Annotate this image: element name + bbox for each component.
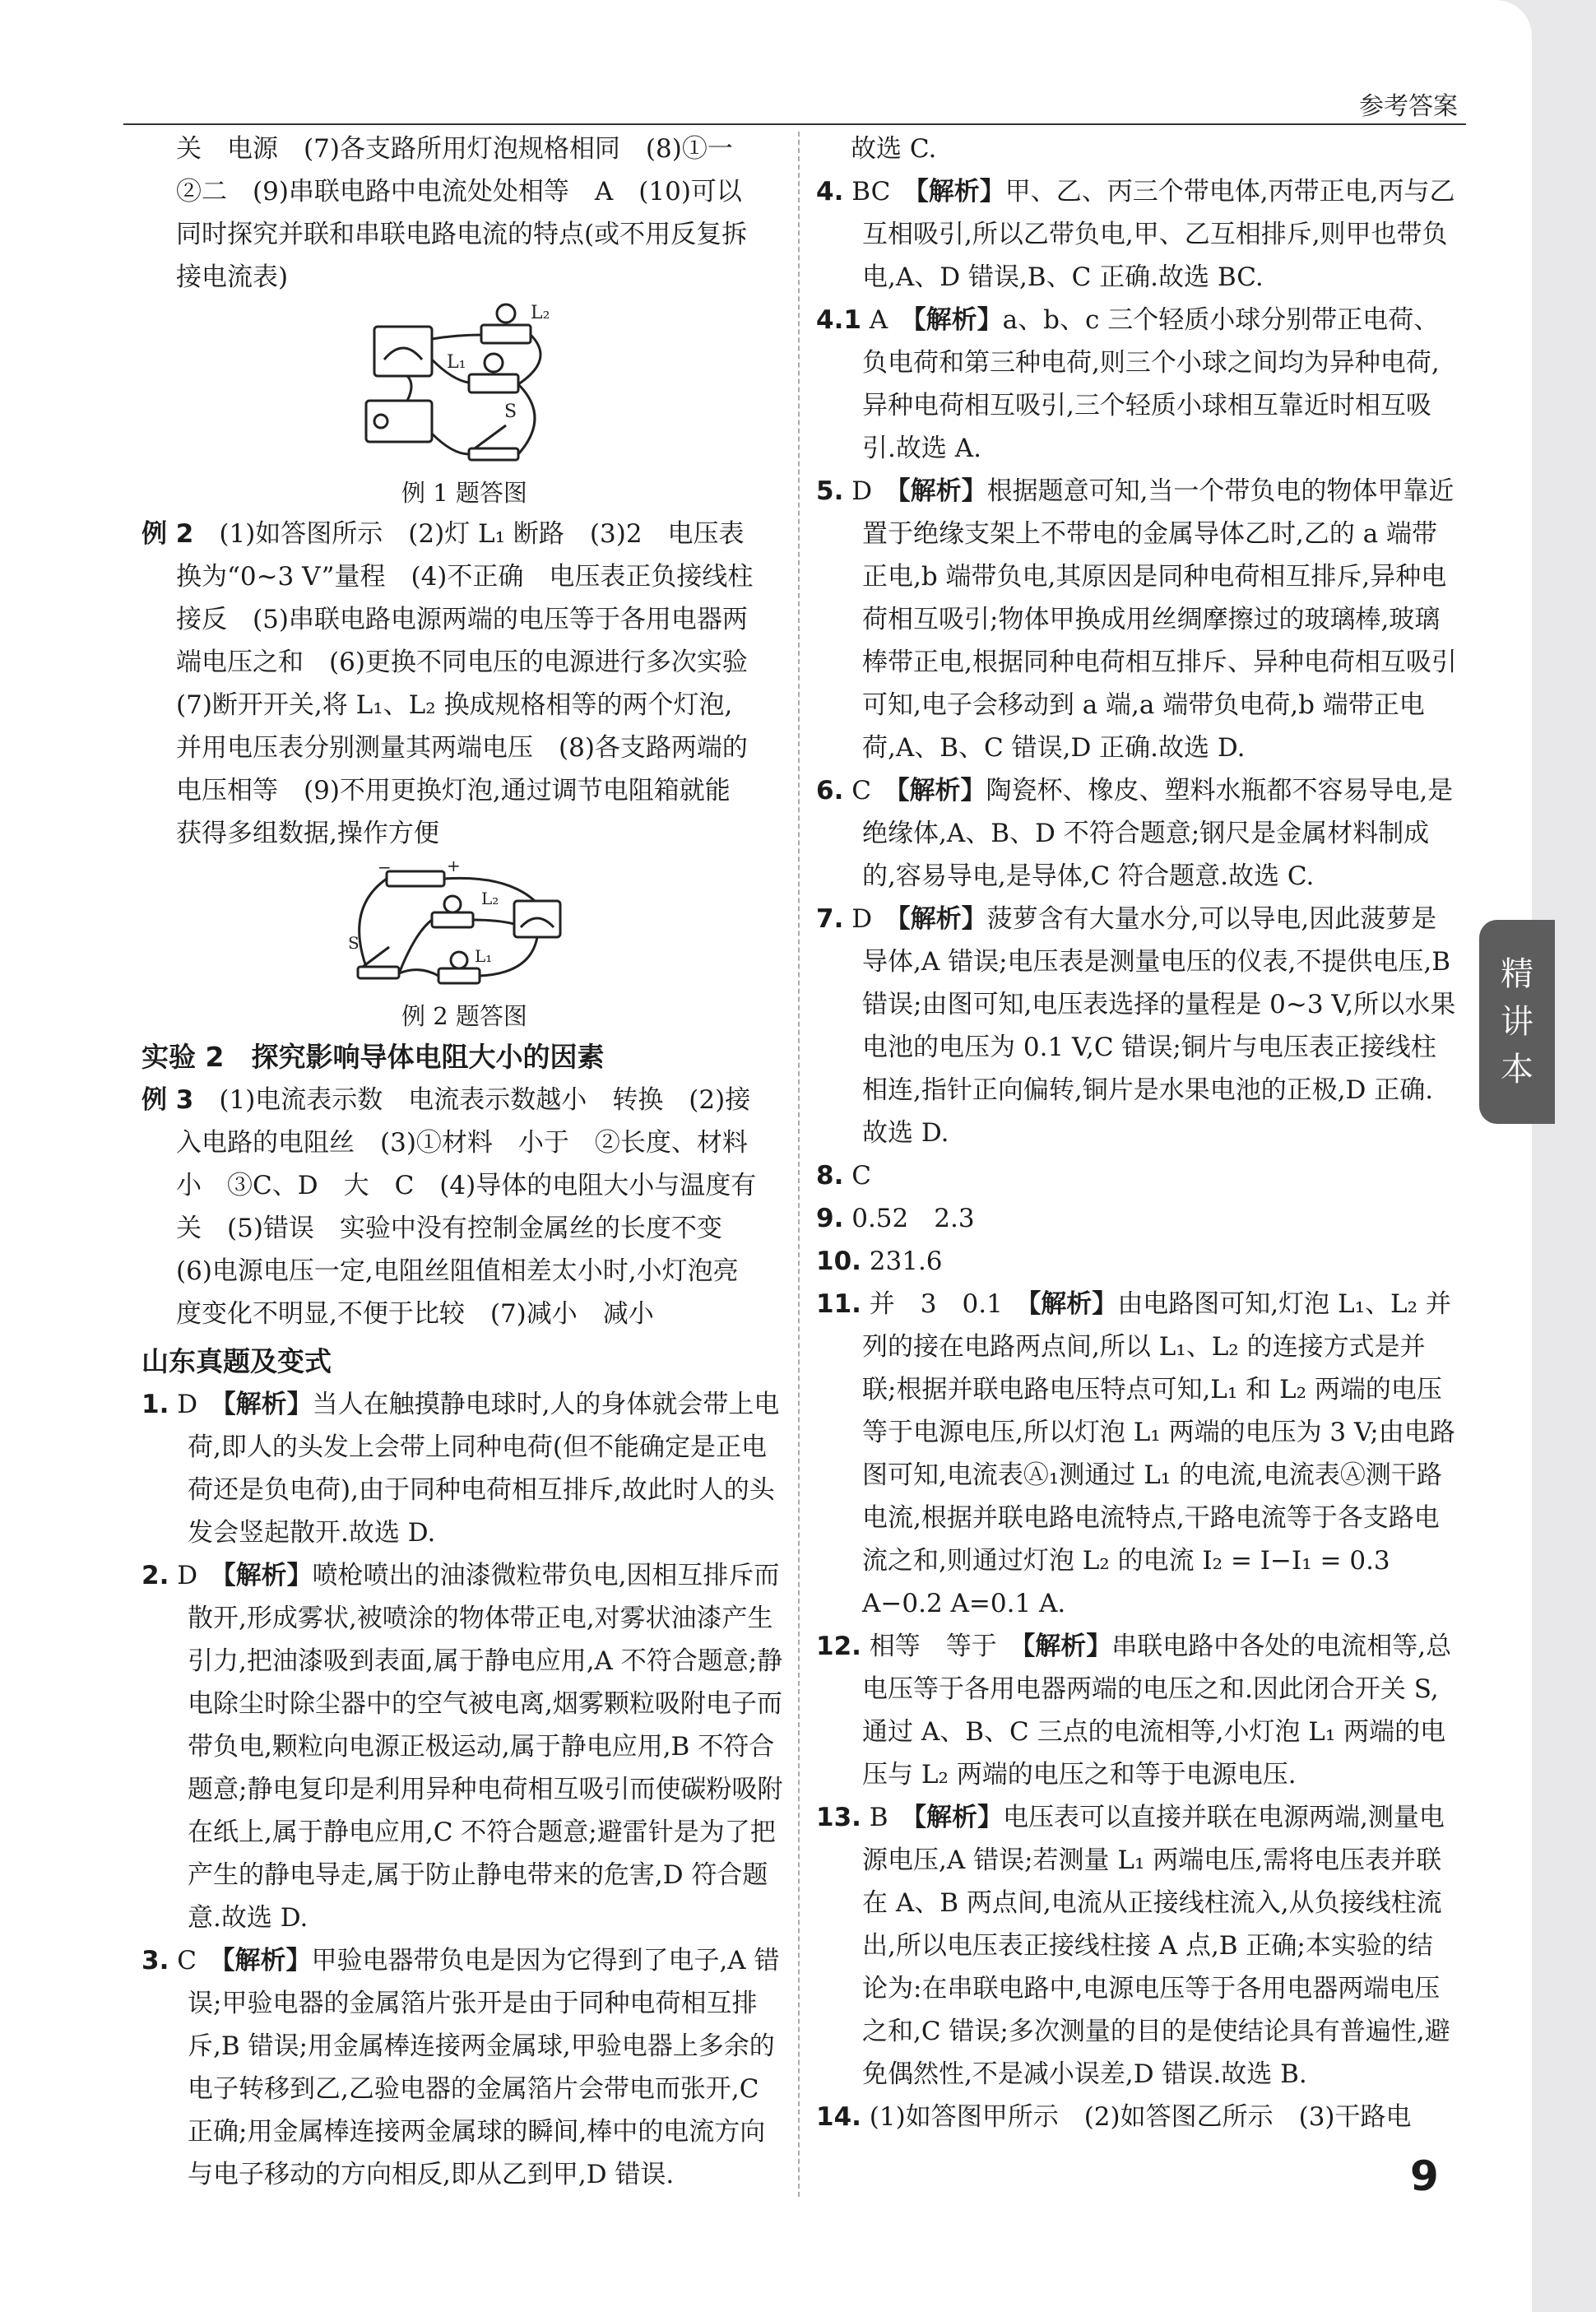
answer-text: 喷枪喷出的油漆微粒带负电,因相互排斥而散开,形成雾状,被喷涂的物体带正电,对雾状油漆产生引力,把油漆吸到表面,属于静电应用,A 不符合题意;静电除尘时除尘器中的空气被电离,烟雾颗粒吸附电子而带负电,颗粒向电源正极运动,属于静电应用,B 不符合题意;静电复印是利用异种电荷相互吸引而使碳粉吸附在纸上,属于静电应用,C 不符合题意;避雷针是为了把产生的静电导走,属于防止静电带来的危害,D 符合题意.故选 D. (188, 1561, 783, 1933)
answer-number: 9. (816, 1204, 844, 1233)
circuit-diagram-2 (341, 858, 588, 998)
figure-example-2 (142, 858, 787, 1034)
analysis-tag: 【解析】 (1022, 1632, 1112, 1661)
answer-item (816, 1796, 1458, 2096)
answer-text: 串联电路中各处的电流相等,总电压等于各用电器两端的电压之和.因此闭合开关 S,通过 A、B、C 三点的电流相等,小灯泡 L₁ 两端的电压与 L₂ 两端的电压之和等于电源电压. (862, 1632, 1452, 1790)
answer-text: 由电路图可知,灯泡 L₁、L₂ 并列的接在电路两点间,所以 L₁、L₂ 的连接方式是并联;根据并联电路电压特点可知,L₁ 和 L₂ 两端的电压等于电源电压,所以灯泡 L₁ 两端的电压为 3 V;由电路图可知,电流表Ⓐ₁测通过 L₁ 的电流,电流表Ⓐ测干路电流,根据并联电路电流特点,干路电流等于各支路电流之和,则通过灯泡 L₂ 的电流 I₂ = I−I₁ = 0.3 A−0.2 A=0.1 A. (862, 1289, 1455, 1618)
answer-text: 菠萝含有大量水分,可以导电,因此菠萝是导体,A 错误;电压表是测量电压的仪表,不提供电压,B 错误;由图可知,电压表选择的量程是 0~3 V,所以水果电池的电压为 0.1 V,C 错误;铜片与电压表正接线柱相连,指针正向偏转,铜片是水果电池的正极,D 正确.故选 D. (862, 904, 1456, 1148)
experiment-2-title: 实验 2 探究影响导体电阻大小的因素 (142, 1041, 605, 1073)
wire (359, 879, 386, 967)
answer-number: 5. (816, 476, 844, 506)
answer-item (816, 470, 1458, 769)
answer-number: 6. (816, 776, 844, 805)
side-tab-char: 本 (1501, 1051, 1533, 1089)
example-2-line: 端电压之和 (6)更换不同电压的电源进行多次实验 (176, 648, 748, 677)
answer-text: 根据题意可知,当一个带负电的物体甲靠近置于绝缘支架上不带电的金属导体乙时,乙的 a 端带正电,b 端带负电,其原因是同种电荷相互排斥,异种电荷相互吸引;物体甲换成用丝绸摩擦过的玻璃棒,玻璃棒带正电,根据同种电荷相互排斥、异种电荷相互吸引可知,电子会移动到 a 端,a 端带负电荷,b 端带正电荷,A、B、C 错误,D 正确.故选 D. (862, 476, 1457, 763)
answer-lead: 0.52 2.3 (851, 1204, 975, 1233)
answer-item (816, 1197, 1458, 1240)
answer-number: 12. (816, 1632, 861, 1661)
answer-lead: C (851, 776, 897, 805)
answer-item (816, 1240, 1458, 1283)
answer-item (816, 170, 1458, 299)
answer-lead: D (851, 476, 898, 506)
side-tab-char: 精 (1501, 955, 1533, 993)
label-plus: + (446, 858, 461, 875)
section-side-tab (1479, 920, 1555, 1124)
example-2-line: 接反 (5)串联电路电源两端的电压等于各用电器两 (176, 605, 748, 634)
figure-caption: 例 2 题答图 (401, 1002, 527, 1030)
switch-lever (363, 947, 389, 967)
answer-number: 2. (142, 1561, 169, 1590)
section-title: 山东真题及变式 (142, 1345, 332, 1377)
answer-item (816, 1625, 1458, 1796)
answer-lead: A (869, 305, 914, 335)
answer-item (142, 1554, 787, 1939)
analysis-tag: 【解析】 (1028, 1289, 1118, 1319)
answer-item (816, 898, 1458, 1154)
answer-lead: 231.6 (869, 1247, 943, 1276)
example-3-line: 例 3 (1)电流表示数 电流表示数越小 转换 (2)接 (142, 1085, 751, 1115)
answer-lead: D (177, 1561, 224, 1590)
answer-text: a、b、c 三个轻质小球分别带正电荷、负电荷和第三种电荷,则三个小球之间均为异种电荷,异种电荷相互吸引,三个轻质小球相互靠近时相互吸引.故选 A. (862, 305, 1440, 463)
answer-number: 1. (142, 1390, 169, 1419)
answer-number: 8. (816, 1161, 844, 1191)
example-2-line: 电压相等 (9)不用更换灯泡,通过调节电阻箱就能 (176, 776, 731, 805)
example-2-line: 例 2 (1)如答图所示 (2)灯 L₁ 断路 (3)2 电压表 (142, 519, 745, 549)
answer-number: 4. (816, 177, 844, 207)
answer-item (816, 769, 1458, 898)
analysis-tag: 【解析】 (898, 904, 987, 934)
label-s: S (503, 402, 517, 422)
answer-number: 10. (816, 1247, 861, 1276)
answer-number: 3. (142, 1946, 169, 1975)
label-l1: L₁ (474, 946, 492, 966)
answer-item (816, 1154, 1458, 1197)
label-minus: − (377, 858, 392, 877)
label-l2: L₂ (480, 889, 499, 908)
page-header-title: 参考答案 (1359, 92, 1458, 121)
answer-number: 7. (816, 904, 844, 934)
analysis-tag: 【解析】 (913, 305, 1003, 335)
circuit-diagram-1 (358, 302, 572, 475)
example-3-line: 关 (5)错误 实验中没有控制金属丝的长度不变 (176, 1214, 722, 1243)
answer-lead: C (851, 1161, 871, 1191)
example-3 (142, 1079, 787, 1335)
wire (407, 376, 411, 401)
example-3-line: 入电路的电阻丝 (3)①材料 小于 ②长度、材料 (176, 1128, 748, 1158)
lamp-bulb-l1 (485, 354, 503, 372)
answer-lead: C (177, 1946, 222, 1975)
intro-line: 同时探究并联和串联电路电流的特点(或不用反复拆 (176, 220, 748, 249)
wire (432, 434, 469, 454)
example-2-label: 例 2 (142, 519, 194, 549)
example-2-line: 获得多组数据,操作方便 (176, 819, 439, 848)
switch-base (358, 967, 399, 978)
answer-number: 11. (816, 1289, 861, 1319)
left-column (142, 128, 787, 2196)
answer-number: 13. (816, 1803, 861, 1832)
analysis-tag: 【解析】 (221, 1946, 312, 1975)
switch-base (469, 448, 518, 460)
answer-text: 甲、乙、丙三个带电体,丙带正电,丙与乙互相吸引,所以乙带负电,甲、乙互相排斥,则甲也带负电,A、D 错误,B、C 正确.故选 BC. (862, 177, 1455, 292)
lamp-bulb-l2 (497, 304, 515, 323)
answer-lead: BC (851, 177, 916, 207)
continued-text: 故选 C. (851, 134, 937, 164)
example-2-line: (7)断开开关,将 L₁、L₂ 换成规格相等的两个灯泡, (176, 690, 733, 720)
wire (473, 920, 514, 924)
analysis-tag: 【解析】 (898, 476, 987, 506)
intro-line: 接电流表) (176, 262, 289, 292)
answer-item (142, 1383, 787, 1554)
wire (399, 920, 432, 973)
example-3-line: 度变化不明显,不便于比较 (7)减小 减小 (176, 1299, 654, 1329)
lamp-bulb-l1 (451, 952, 467, 968)
wire (399, 970, 438, 976)
example-3-line: (6)电源电压一定,电阻丝阻值相差太小时,小灯泡亮 (176, 1256, 739, 1286)
answer-text: 甲验电器带负电是因为它得到了电子,A 错误;甲验电器的金属箔片张开是由于同种电荷相互排斥,B 错误;用金属棒连接两金属球,甲验电器上多余的电子转移到乙,乙验电器的金属箔片会带电而张开,C 正确;用金属棒连接两金属球的瞬间,棒中的电流方向与电子移动的方向相反,即从乙到甲,D 错误. (188, 1946, 780, 2189)
right-column (816, 128, 1458, 2138)
example-2-line: 换为“0~3 V”量程 (4)不正确 电压表正负接线柱 (176, 562, 754, 592)
answer-number: 14. (816, 2102, 861, 2132)
side-tab-char: 讲 (1501, 1003, 1533, 1041)
example-2-line: 并用电压表分别测量其两端电压 (8)各支路两端的 (176, 733, 748, 763)
analysis-tag: 【解析】 (916, 177, 1005, 207)
intro-line: ②二 (9)串联电路中电流处处相等 A (10)可以 (176, 177, 742, 207)
answer-item (816, 1283, 1458, 1625)
intro-line: 关 电源 (7)各支路所用灯泡规格相同 (8)①一 (176, 134, 733, 164)
label-l1: L₁ (446, 352, 466, 373)
answer-text: 陶瓷杯、橡皮、塑料水瓶都不容易导电,是绝缘体,A、B、D 不符合题意;钢尺是金属材料制成的,容易导电,是导体,C 符合题意.故选 C. (862, 776, 1454, 891)
power-knob (374, 415, 387, 428)
lamp-base-l2 (481, 325, 531, 343)
ammeter-shape (374, 327, 432, 376)
analysis-tag: 【解析】 (913, 1803, 1004, 1832)
power-supply-shape (366, 401, 432, 442)
answer-lead: (1)如答图甲所示 (2)如答图乙所示 (3)干路电 (869, 2102, 1412, 2132)
lamp-base-l1 (469, 374, 518, 392)
answer-item (142, 1939, 787, 2196)
page-number: 9 (1410, 2152, 1439, 2200)
meter-dial (521, 918, 554, 927)
meter-dial (384, 348, 422, 360)
answer-text: 当人在触摸静电球时,人的身体就会带上电荷,即人的头发上会带上同种电荷(但不能确定是正电荷还是负电荷),由于同种电荷相互排斥,故此时人的头发会竖起散开.故选 D. (188, 1390, 780, 1548)
figure-example-1 (142, 302, 787, 511)
answer-lead: D (851, 904, 898, 934)
label-l2: L₂ (530, 303, 550, 323)
answer-item (816, 299, 1458, 470)
analysis-tag: 【解析】 (223, 1561, 313, 1590)
answer-text: 电压表可以直接并联在电源两端,测量电源电压,A 错误;若测量 L₁ 两端电压,需将电压表并联在 A、B 两点间,电流从正接线柱流入,从负接线柱流出,所以电压表正接线柱接 A 点,B 正确;本实验的结论为:在串联电路中,电源电压等于各用电器两端电压之和,C 错误;多次测量的目的是使结论具有普遍性,避免偶然性,不是减小误差,D 错误.故选 B. (862, 1803, 1450, 2089)
battery-shape (387, 871, 444, 886)
example-2 (142, 513, 787, 855)
column-divider (798, 132, 800, 2197)
answer-number: 4.1 (816, 305, 861, 335)
analysis-tag: 【解析】 (896, 776, 986, 805)
label-s: S (347, 933, 360, 953)
answer-item (816, 2096, 1458, 2138)
header-rule (123, 123, 1466, 125)
lamp-base-l2 (432, 912, 473, 927)
answer-lead: D (177, 1390, 224, 1419)
example-3-line: 小 ③C、D 大 C (4)导体的电阻大小与温度有 (176, 1171, 757, 1200)
switch-lever (475, 425, 506, 448)
example-3-label: 例 3 (142, 1085, 194, 1115)
wire (518, 384, 535, 454)
lamp-bulb-l2 (444, 896, 461, 912)
wire (432, 335, 481, 339)
lamp-base-l1 (438, 968, 480, 983)
analysis-tag: 【解析】 (223, 1390, 313, 1419)
figure-caption: 例 1 题答图 (401, 479, 527, 507)
answer-lead: B (869, 1803, 914, 1832)
answer-lead: 相等 等于 (869, 1632, 1023, 1661)
answer-lead: 并 3 0.1 (869, 1289, 1028, 1319)
